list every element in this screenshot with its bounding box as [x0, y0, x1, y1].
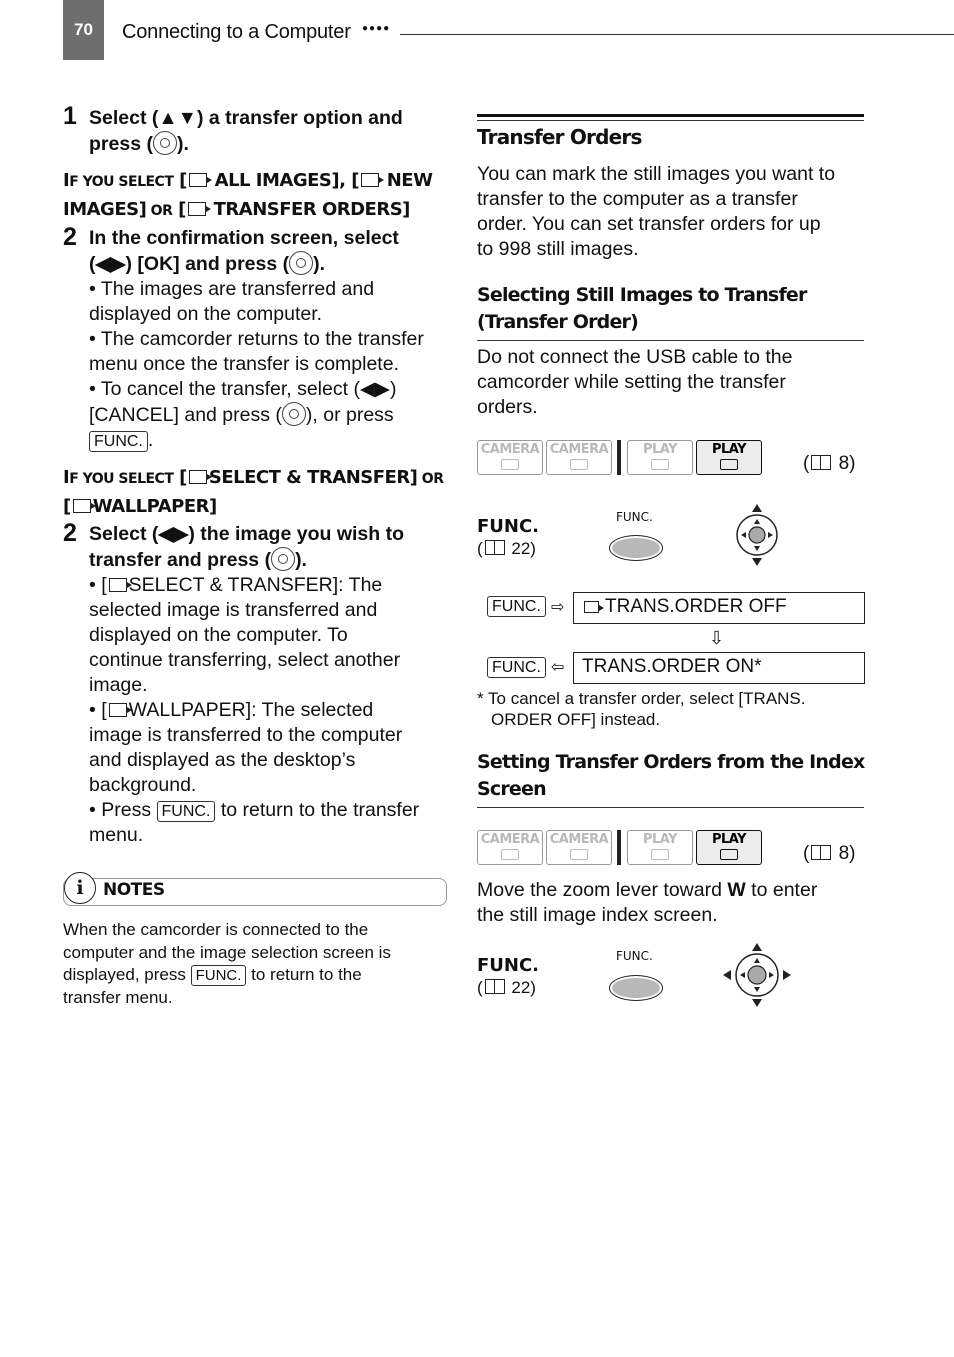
mode-camera-card: CAMERA [546, 440, 612, 475]
bullet-list-a: • The images are transferred and displayed on the computer. • The camcorder returns to the transfer menu once the transfer is complete. • To cancel the transfer, select (◀▶) [CANCEL] and press ( ), or press FUNC. . [89, 278, 424, 451]
mode-indicators [477, 440, 767, 475]
card-icon [720, 849, 738, 860]
step-number: 2 [63, 223, 77, 251]
func-label: FUNC. [477, 516, 540, 537]
func-button-caption: FUNC. [616, 510, 653, 524]
func-button-label: FUNC. [487, 596, 546, 617]
mode-play-card-active: PLAY [696, 440, 762, 475]
joystick-icon [282, 402, 306, 426]
bullet-list-b: • [ SELECT & TRANSFER]: The selected image is transferred and displayed on the computer. To continue transferring, select another image. • [ WALLPAPER]: The selected image is transferred to the computer and displayed as the desktop’s background. • Press FUNC. to return to the transfer menu. [89, 574, 420, 846]
select-transfer-icon [109, 578, 127, 592]
joystick-icon [289, 251, 313, 275]
arrow-down-icon: ⇩ [709, 628, 725, 648]
mode-camera-tape: CAMERA [477, 830, 543, 865]
func-button-label: FUNC. [487, 657, 546, 678]
subsection-rule [477, 807, 864, 808]
notes-text: When the camcorder is connected to the computer and the image selection screen is displayed, press FUNC. to return to the transfer menu. [63, 920, 391, 1007]
header-dots: ●●●● [362, 23, 391, 34]
joystick-icon [153, 131, 177, 155]
joystick-four-way-icon [721, 941, 793, 1009]
book-icon [485, 540, 505, 555]
tape-icon [651, 849, 669, 860]
step-number: 2 [63, 519, 77, 547]
func-label: FUNC. [477, 955, 540, 976]
book-icon [811, 845, 831, 860]
subsection-1-body: Do not connect the USB cable to the camcorder while setting the transfer orders. [477, 346, 793, 418]
tape-icon [651, 459, 669, 470]
book-icon [811, 455, 831, 470]
card-icon [720, 459, 738, 470]
footnote: * To cancel a transfer order, select [TRANS. ORDER OFF] instead. [477, 689, 806, 729]
mode-camera-card: CAMERA [546, 830, 612, 865]
arrow-left-icon: ⇦ [551, 659, 565, 676]
menu-item-trans-order-on: TRANS.ORDER ON* [573, 652, 865, 684]
section-rule-thin [477, 120, 864, 121]
arrow-right-icon: ⇨ [551, 599, 565, 616]
subsection-title-1: Selecting Still Images to Transfer (Transfer Order) [477, 284, 807, 333]
section-rule-thick [477, 114, 864, 117]
subsection-title-2: Setting Transfer Orders from the Index Screen [477, 751, 865, 800]
info-icon: i [64, 872, 96, 904]
mode-play-tape: PLAY [627, 830, 693, 865]
page-number: 70 [74, 20, 93, 39]
left-right-arrows-icon: ◀▶ [95, 253, 126, 275]
func-button-label: FUNC. [89, 431, 148, 452]
page-number-tab [63, 0, 104, 60]
page-reference: ( 8) [803, 843, 856, 864]
page-reference: ( 8) [803, 453, 856, 474]
transfer-new-icon [361, 173, 379, 187]
joystick-icon [271, 547, 295, 571]
mode-separator [617, 830, 621, 865]
joystick-up-down-icon [730, 502, 784, 568]
subsection-rule [477, 340, 864, 341]
func-button-icon [609, 975, 663, 1001]
step-number: 1 [63, 102, 77, 130]
subsection-2-body: Move the zoom lever toward W to enter the still image index screen. [477, 879, 818, 926]
card-icon [570, 849, 588, 860]
step-2-text: In the confirmation screen, select (◀▶) [OK] and press ( ). [89, 227, 399, 275]
notes-label: NOTES [103, 880, 165, 900]
condition-heading-2: IF YOU SELECT [ SELECT & TRANSFER] OR [ WALLPAPER] [63, 467, 444, 517]
func-page-reference: ( 22) [477, 978, 536, 997]
page-header-title: Connecting to a Computer [122, 21, 351, 43]
transfer-all-icon [189, 173, 207, 187]
transfer-order-icon [584, 601, 599, 613]
step-2b-text: Select (◀▶) the image you wish to transfer and press ( ). [89, 523, 404, 571]
wallpaper-icon [109, 703, 127, 717]
up-down-arrows-icon: ▲▼ [158, 107, 197, 129]
section-title: Transfer Orders [477, 125, 642, 149]
step-1-text: Select (▲▼) a transfer option and press ( ). [89, 107, 403, 155]
mode-indicators [477, 830, 767, 865]
intro-text: You can mark the still images you want to transfer to the computer as a transfer order. You can set transfer orders for up to 998 still images. [477, 163, 836, 260]
func-button-icon [609, 535, 663, 561]
func-button-label: FUNC. [157, 801, 216, 822]
wallpaper-icon [73, 499, 91, 513]
mode-play-tape: PLAY [627, 440, 693, 475]
select-transfer-icon [189, 470, 207, 484]
menu-item-trans-order-off: TRANS.ORDER OFF [573, 592, 865, 624]
mode-separator [617, 440, 621, 475]
card-icon [570, 459, 588, 470]
mode-camera-tape: CAMERA [477, 440, 543, 475]
header-rule [400, 34, 954, 35]
func-button-label: FUNC. [191, 965, 247, 986]
mode-play-card-active: PLAY [696, 830, 762, 865]
left-right-arrows-icon: ◀▶ [359, 378, 390, 400]
transfer-orders-icon [188, 202, 206, 216]
book-icon [485, 979, 505, 994]
func-page-reference: ( 22) [477, 539, 536, 558]
tape-icon [501, 849, 519, 860]
func-button-caption: FUNC. [616, 949, 653, 963]
tape-icon [501, 459, 519, 470]
left-right-arrows-icon: ◀▶ [158, 523, 189, 545]
condition-heading-1: IF YOU SELECT [ ALL IMAGES], [ NEW IMAGES] OR [ TRANSFER ORDERS] [63, 170, 433, 220]
